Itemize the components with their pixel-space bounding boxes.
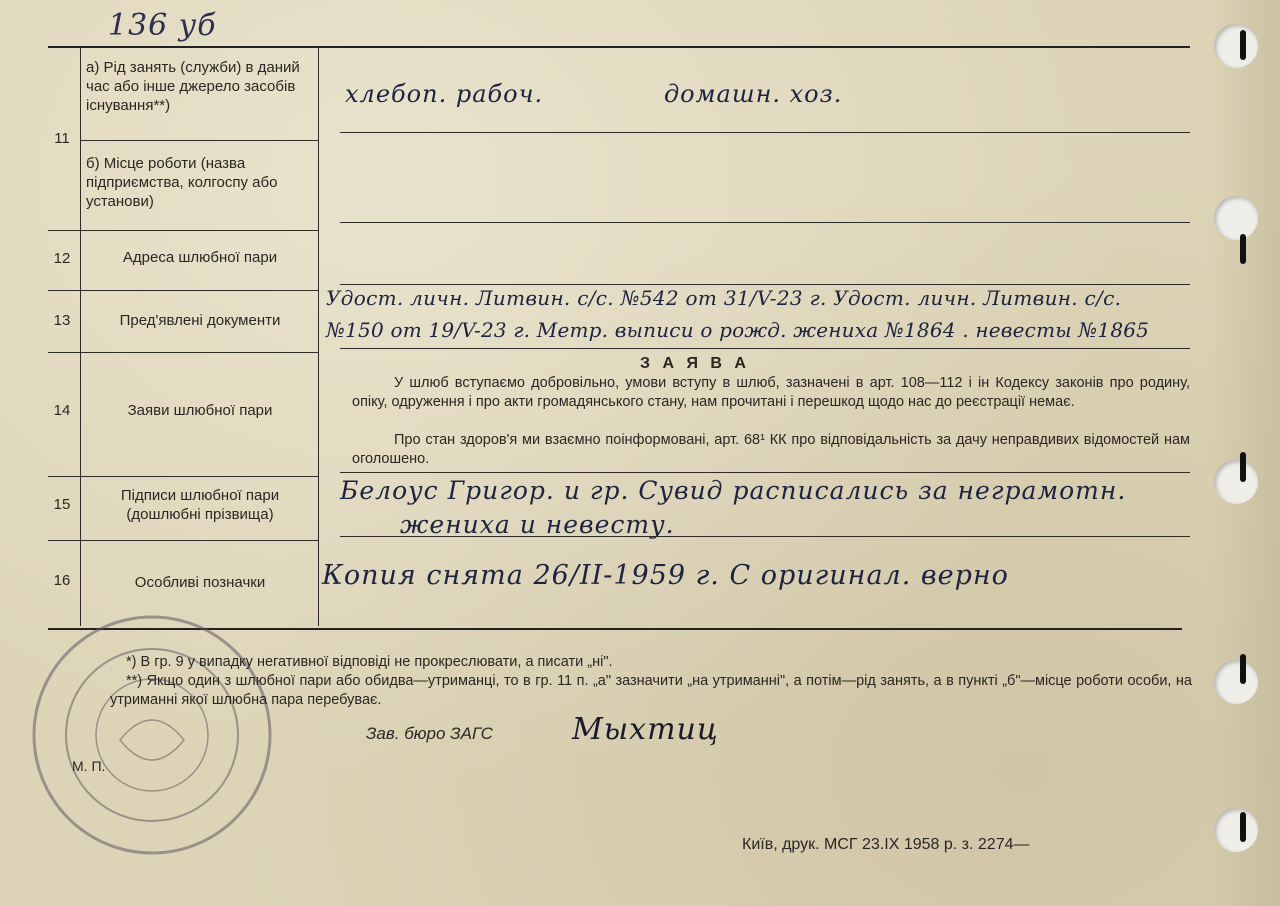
row-15-underline <box>340 536 1190 537</box>
row-13-underline <box>340 348 1190 349</box>
row-16-value: Копия снята 26/II-1959 г. С оригинал. верно <box>322 560 1009 591</box>
stamp-mp-label: М. П. <box>72 758 106 774</box>
label-column-divider <box>318 46 319 626</box>
binder-hole-icon <box>1214 24 1258 68</box>
row-13-top-line <box>48 290 318 291</box>
row-15-label: Підписи шлюбної пари (дошлюбні прізвища) <box>120 487 280 523</box>
binder-mark-icon <box>1240 452 1246 482</box>
row-15-number: 15 <box>53 496 71 513</box>
statement-paragraph-2: Про стан здоров'я ми взаємно поінформовані, арт. 68¹ КК про відповідальність за дачу неправдивих відомостей нам оголошено. <box>352 432 1190 467</box>
row-12-top-line <box>48 230 318 231</box>
row-16-label: Особливі позначки <box>134 574 266 591</box>
footnote-1: *) В гр. 9 у випадку негативної відповіді не прокреслювати, а писати „ні". <box>126 654 613 670</box>
row-15-value-line-1: Белоус Григор. и гр. Сувид расписались за неграмотн. <box>340 476 1127 505</box>
row-12-underline <box>340 284 1190 285</box>
row-13-value-line-2: №150 от 19/V-23 г. Метр. выписи о рожд. жениха №1864 . невесты №1865 <box>326 318 1150 342</box>
statement-heading: З А Я В А <box>640 355 750 372</box>
record-number: 136 уб <box>108 8 217 43</box>
row-14-underline <box>340 472 1190 473</box>
row-14-label: Заяви шлюбної пари <box>127 402 273 419</box>
row-13-number: 13 <box>53 312 71 329</box>
row-11a-label: а) Рід занять (служби) в даний час або інше джерело засобів існування**) <box>86 59 300 114</box>
official-stamp <box>24 610 286 860</box>
row-12-number: 12 <box>53 250 71 267</box>
row-15-top-line <box>48 476 318 477</box>
binder-mark-icon <box>1240 30 1246 60</box>
binder-hole-icon <box>1214 808 1258 852</box>
binder-mark-icon <box>1240 234 1246 264</box>
binder-hole-icon <box>1214 460 1258 504</box>
row-16-number: 16 <box>53 572 71 589</box>
printer-line: Київ, друк. МСГ 23.IX 1958 р. з. 2274— <box>742 836 1030 853</box>
row-14-top-line <box>48 352 318 353</box>
row-11a-value: хлебоп. рабоч. домашн. хоз. <box>345 80 843 108</box>
binder-hole-icon <box>1214 660 1258 704</box>
row-13-label: Пред'явлені документи <box>119 312 281 329</box>
signature-title: Зав. бюро ЗАГС <box>366 724 493 743</box>
row-14-number: 14 <box>53 402 71 419</box>
row-12-label: Адреса шлюбної пари <box>122 249 278 266</box>
signature: Мыхтиц <box>572 712 719 747</box>
row-11b-label: б) Місце роботи (назва підприємства, колгоспу або установи) <box>86 155 278 210</box>
number-column-divider <box>80 46 81 626</box>
statement-paragraph-1: У шлюб вступаємо добровільно, умови вступу в шлюб, зазначені в арт. 108—112 і ін Кодексу законів про родину, опіку, одруження і про акти громадянського стану, нам прочитані і перешкод щодо нас до реєстрації немає. <box>352 375 1190 410</box>
binder-mark-icon <box>1240 654 1246 684</box>
row-11b-underline <box>340 222 1190 223</box>
footnote-2: **) Якщо один з шлюбної пари або обидва—утриманці, то в гр. 11 п. „а" зазначити „на утриманні", а потім—рід занять, а в пункті „б"—місце роботи особи, на утриманні якої шлюбна пара перебуває. <box>110 673 1192 708</box>
row-11a-underline <box>340 132 1190 133</box>
binder-mark-icon <box>1240 812 1246 842</box>
row-11-number: 11 <box>54 130 70 147</box>
row-13-value-line-1: Удост. личн. Литвин. с/с. №542 от 31/V-23 г. Удост. личн. Литвин. с/с. <box>326 286 1122 310</box>
binder-hole-icon <box>1214 196 1258 240</box>
row-11-divider <box>80 140 318 141</box>
row-16-top-line <box>48 540 318 541</box>
top-border <box>48 46 1190 48</box>
row-15-value-line-2: жениха и невесту. <box>400 510 675 539</box>
